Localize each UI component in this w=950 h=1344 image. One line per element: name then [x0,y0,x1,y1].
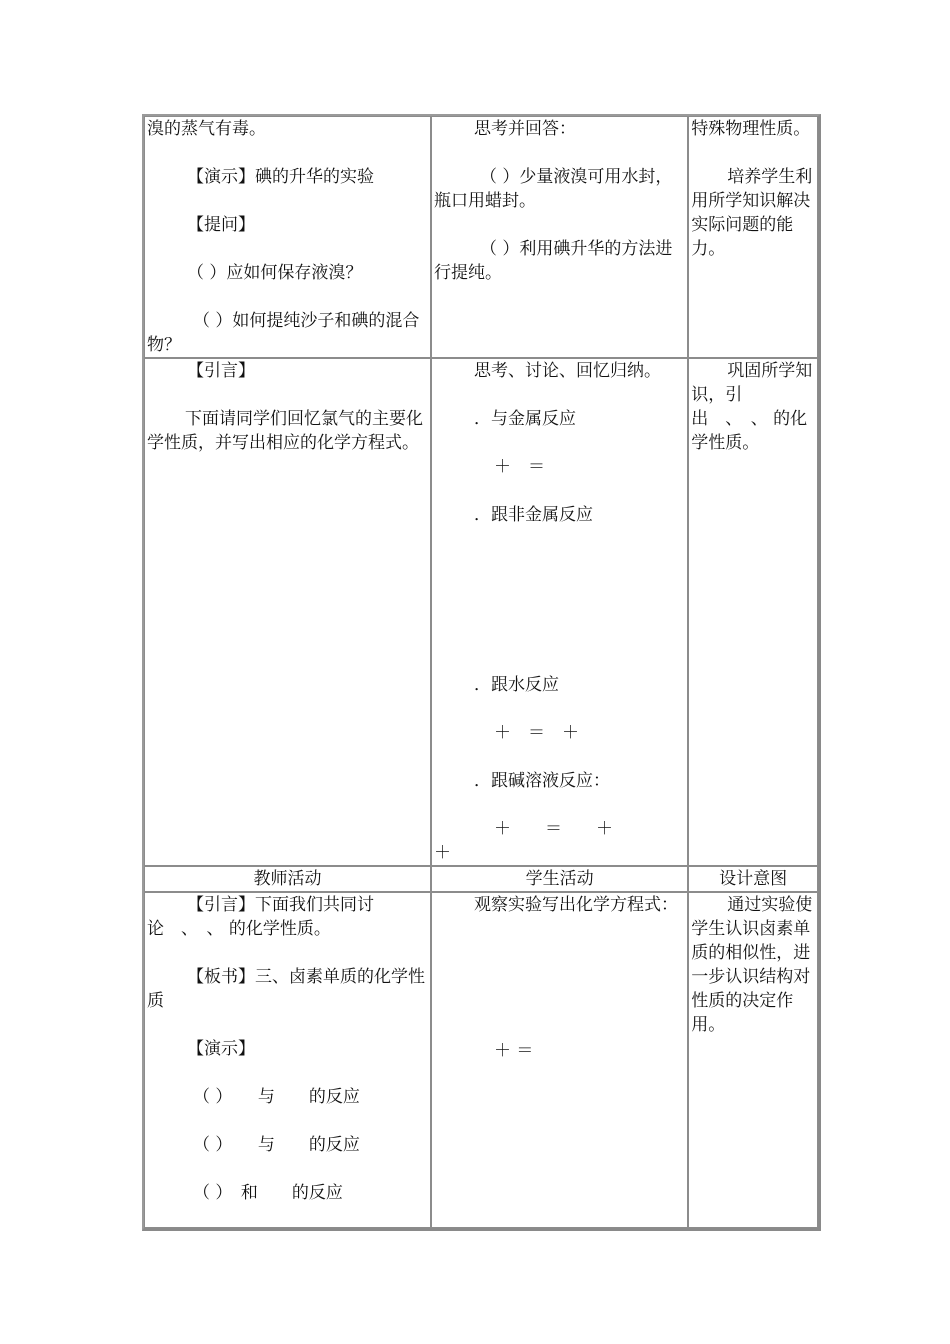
text-line: 【引言】下面我们共同讨论 、 、 的化学性质。 [147,895,374,939]
text-line: 思考、讨论、回忆归纳。 [474,361,661,381]
text-line: 通过实验使学生认识卤素单质的相似性，进一步认识结构对性质的决定作用。 [691,895,813,1035]
table-row [144,892,818,1228]
design-intent-cell [688,358,818,866]
teacher-activity-cell [144,358,431,866]
text-line: ＋ ＝ ＋ [494,723,579,743]
design-intent-cell [688,116,818,358]
text-line: （ ）应如何保存液溴？ [187,263,363,283]
student-activity-cell [431,116,688,358]
text-line: ．跟非金属反应 [474,505,593,525]
text-line: ．跟碱溶液反应： [474,771,610,791]
text-line: 下面请同学们回忆氯气的主要化学性质，并写出相应的化学方程式。 [147,409,423,453]
text-line: 溴的蒸气有毒。 [147,119,266,139]
header-design-intent: 设计意图 [688,866,818,892]
text-line: （ ）少量液溴可用水封，瓶口用蜡封。 [434,167,673,211]
design-intent-cell [688,892,818,1228]
text-line: （ ）利用碘升华的方法进行提纯。 [434,239,673,283]
table-header-row [144,866,818,892]
header-teacher-activity: 教师活动 [144,866,431,892]
text-line: 观察实验写出化学方程式： [474,895,678,915]
student-activity-cell [431,358,688,866]
text-line: （ ）如何提纯沙子和碘的混合物？ [147,311,420,355]
text-line: 培养学生利用所学知识解决实际问题的能力。 [691,167,813,259]
text-line: （ ） 和 的反应 [193,1183,343,1203]
text-line: ＋ ＝ ＋ [494,819,613,839]
text-line: （ ） 与 的反应 [193,1087,360,1107]
teacher-activity-cell [144,116,431,358]
text-line: ．跟水反应 [474,675,559,695]
header-student-activity: 学生活动 [431,866,688,892]
text-line: ＋ ＝ [494,1041,534,1061]
teacher-activity-cell [144,892,431,1228]
lesson-plan-table [142,114,821,1231]
student-activity-cell [431,892,688,1228]
text-line: 【演示】碘的升华的实验 [187,167,374,187]
table-row [144,116,818,358]
text-line: ．与金属反应 [474,409,576,429]
text-line: 特殊物理性质。 [691,119,811,139]
text-line: ＋ [434,843,451,863]
text-line: 巩固所学知识，引出 、 、 的化学性质。 [691,361,813,453]
table-row [144,358,818,866]
text-line: 【引言】 [187,361,255,381]
text-line: 【演示】 [187,1039,255,1059]
text-line: （ ） 与 的反应 [193,1135,360,1155]
text-line: ＋ ＝ [494,457,545,477]
text-line: 【提问】 [187,215,255,235]
text-line: 思考并回答： [474,119,576,139]
text-line: 【板书】三、卤素单质的化学性质 [147,967,425,1011]
